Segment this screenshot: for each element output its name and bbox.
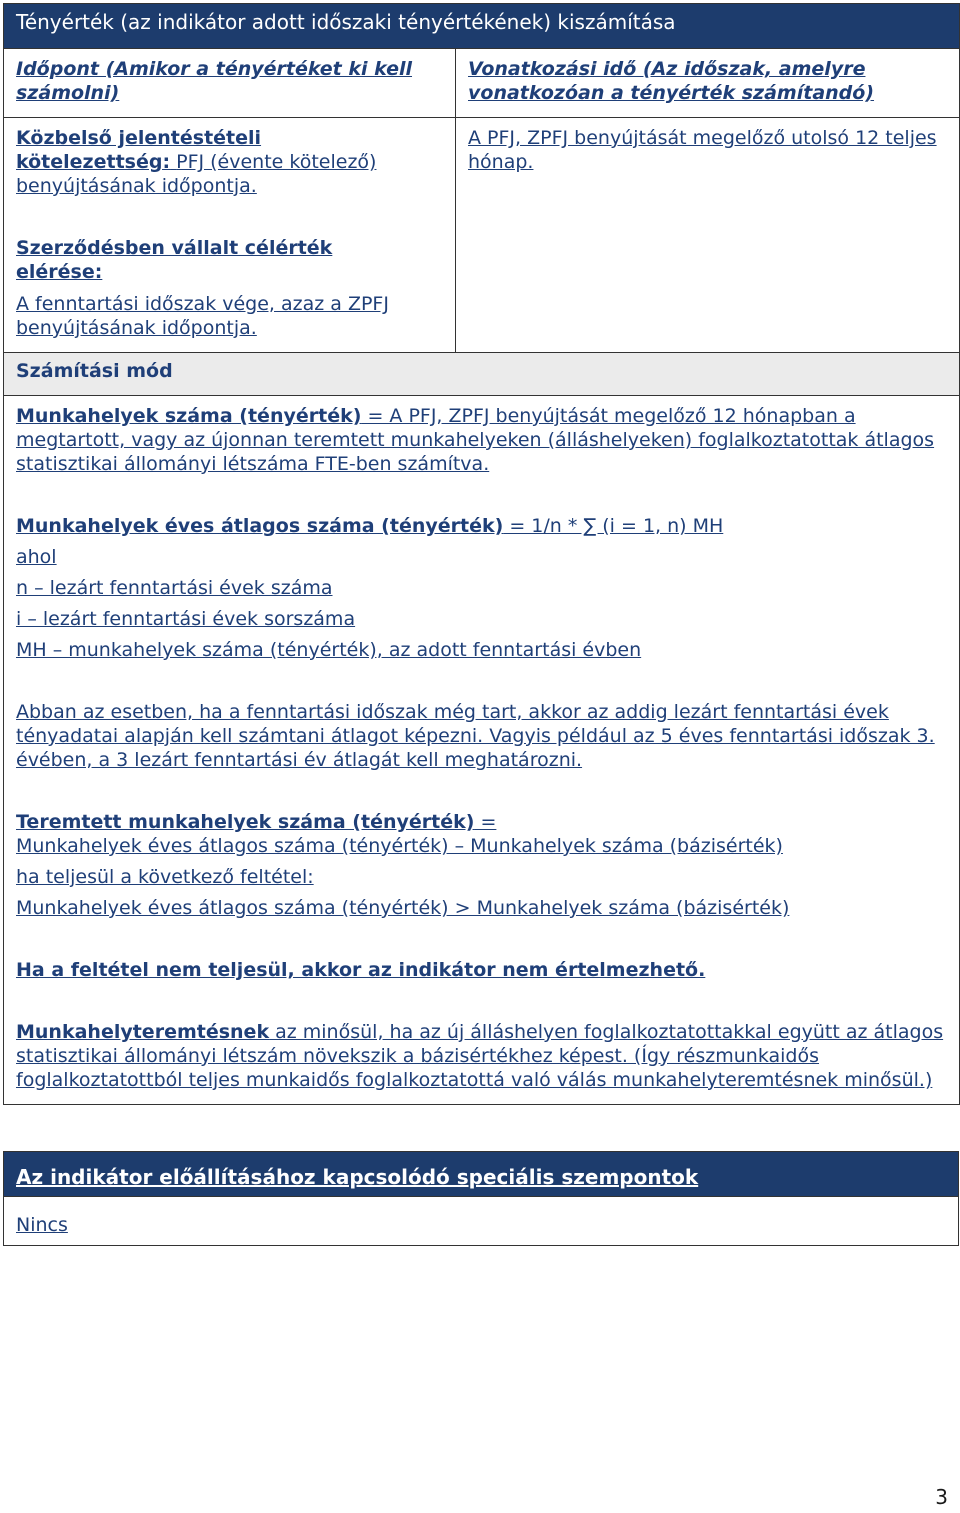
target-label: Szerződésben vállalt célérték elérése: (16, 237, 333, 283)
p-job-creation (16, 1020, 947, 1092)
def-i: i – lezárt fenntartási évek sorszáma (16, 608, 356, 630)
p-job-count (16, 404, 947, 476)
p-job-creation-rest: az minősül, ha az új álláshelyen foglalkoztatottakkal együtt az átlagos statisztikai állományi létszám növekszik a bázisértékhez képest. (Így részmunkaidős foglalkoztatottból teljes munkaidős foglalkoztatottá való válás munkahelyteremtésnek minősül.) (16, 1021, 944, 1091)
p-created-formula: Munkahelyek éves átlagos száma (tényérték) – Munkahelyek száma (bázisérték) (16, 835, 783, 857)
def-n: n – lezárt fenntartási évek száma (16, 577, 333, 599)
p-condition-fail: Ha a feltétel nem teljesül, akkor az indikátor nem értelmezhető. (16, 959, 706, 981)
reference-cell (456, 118, 960, 353)
page-number: 3 (935, 1485, 948, 1509)
calc-method-body (4, 396, 960, 1105)
p-formula-bold: Munkahelyek éves átlagos száma (tényérték) (16, 515, 504, 537)
special-aspects-header-text: Az indikátor előállításához kapcsolódó speciális szempontok (16, 1165, 699, 1189)
table-title-text: Tényérték (az indikátor adott időszaki tényértékének) kiszámítása (16, 10, 676, 34)
p-formula (16, 514, 947, 538)
special-aspects-table (3, 1151, 959, 1246)
p-condition: Munkahelyek éves átlagos száma (tényérték) > Munkahelyek száma (bázisérték) (16, 897, 790, 919)
timing-cell (4, 118, 456, 353)
interim-reference: A PFJ, ZPFJ benyújtását megelőző utolsó 12 teljes hónap. (468, 127, 937, 173)
table-title (4, 4, 960, 49)
target-text: A fenntartási időszak vége, azaz a ZPFJ benyújtásának időpontja. (16, 293, 389, 339)
col-right-header-text: Vonatkozási idő (Az időszak, amelyre vonatkozóan a tényérték számítandó) (468, 58, 875, 104)
p-formula-rest: = 1/n * ∑ (i = 1, n) MH (503, 515, 724, 537)
indicator-calculation-table (3, 3, 960, 1105)
interim-label: Közbelső jelentéstételi kötelezettség: (16, 127, 262, 173)
p-created-bold: Teremtett munkahelyek száma (tényérték) (16, 811, 475, 833)
p-created-eq: = (474, 811, 497, 833)
special-aspects-value-text: Nincs (16, 1214, 68, 1236)
p-condition-intro: ha teljesül a következő feltétel: (16, 866, 314, 888)
calc-method-header-text: Számítási mód (16, 360, 173, 382)
p-ongoing-period: Abban az esetben, ha a fenntartási időszak még tart, akkor az addig lezárt fenntartási évek tényadatai alapján kell számtani átlagot képezni. Vagyis például az 5 éves fenntartási időszak 3. évében, a 3 lezárt fenntartási év átlagát kell meghatározni. (16, 701, 935, 771)
interim-block (16, 126, 416, 198)
col-left-header-text: Időpont (Amikor a tényértéket ki kell számolni) (16, 58, 413, 104)
special-aspects-header (4, 1152, 959, 1197)
p-job-count-bold: Munkahelyek száma (tényérték) (16, 405, 362, 427)
p-job-creation-bold: Munkahelyteremtésnek (16, 1021, 270, 1043)
calc-method-header (4, 353, 960, 396)
col-left-header (4, 49, 456, 118)
special-aspects-value (4, 1197, 959, 1246)
where-label: ahol (16, 546, 57, 568)
p-job-count-rest: = A PFJ, ZPFJ benyújtását megelőző 12 hónapban a megtartott, vagy az újonnan teremtett munkahelyeken (álláshelyeken) foglalkoztatottak átlagos statisztikai állományi létszáma FTE-ben számítva. (16, 405, 935, 475)
def-mh: MH – munkahelyek száma (tényérték), az adott fenntartási évben (16, 639, 642, 661)
p-created-jobs (16, 810, 947, 834)
col-right-header (456, 49, 960, 118)
interim-text: PFJ (évente kötelező) benyújtásának időpontja. (16, 151, 377, 197)
